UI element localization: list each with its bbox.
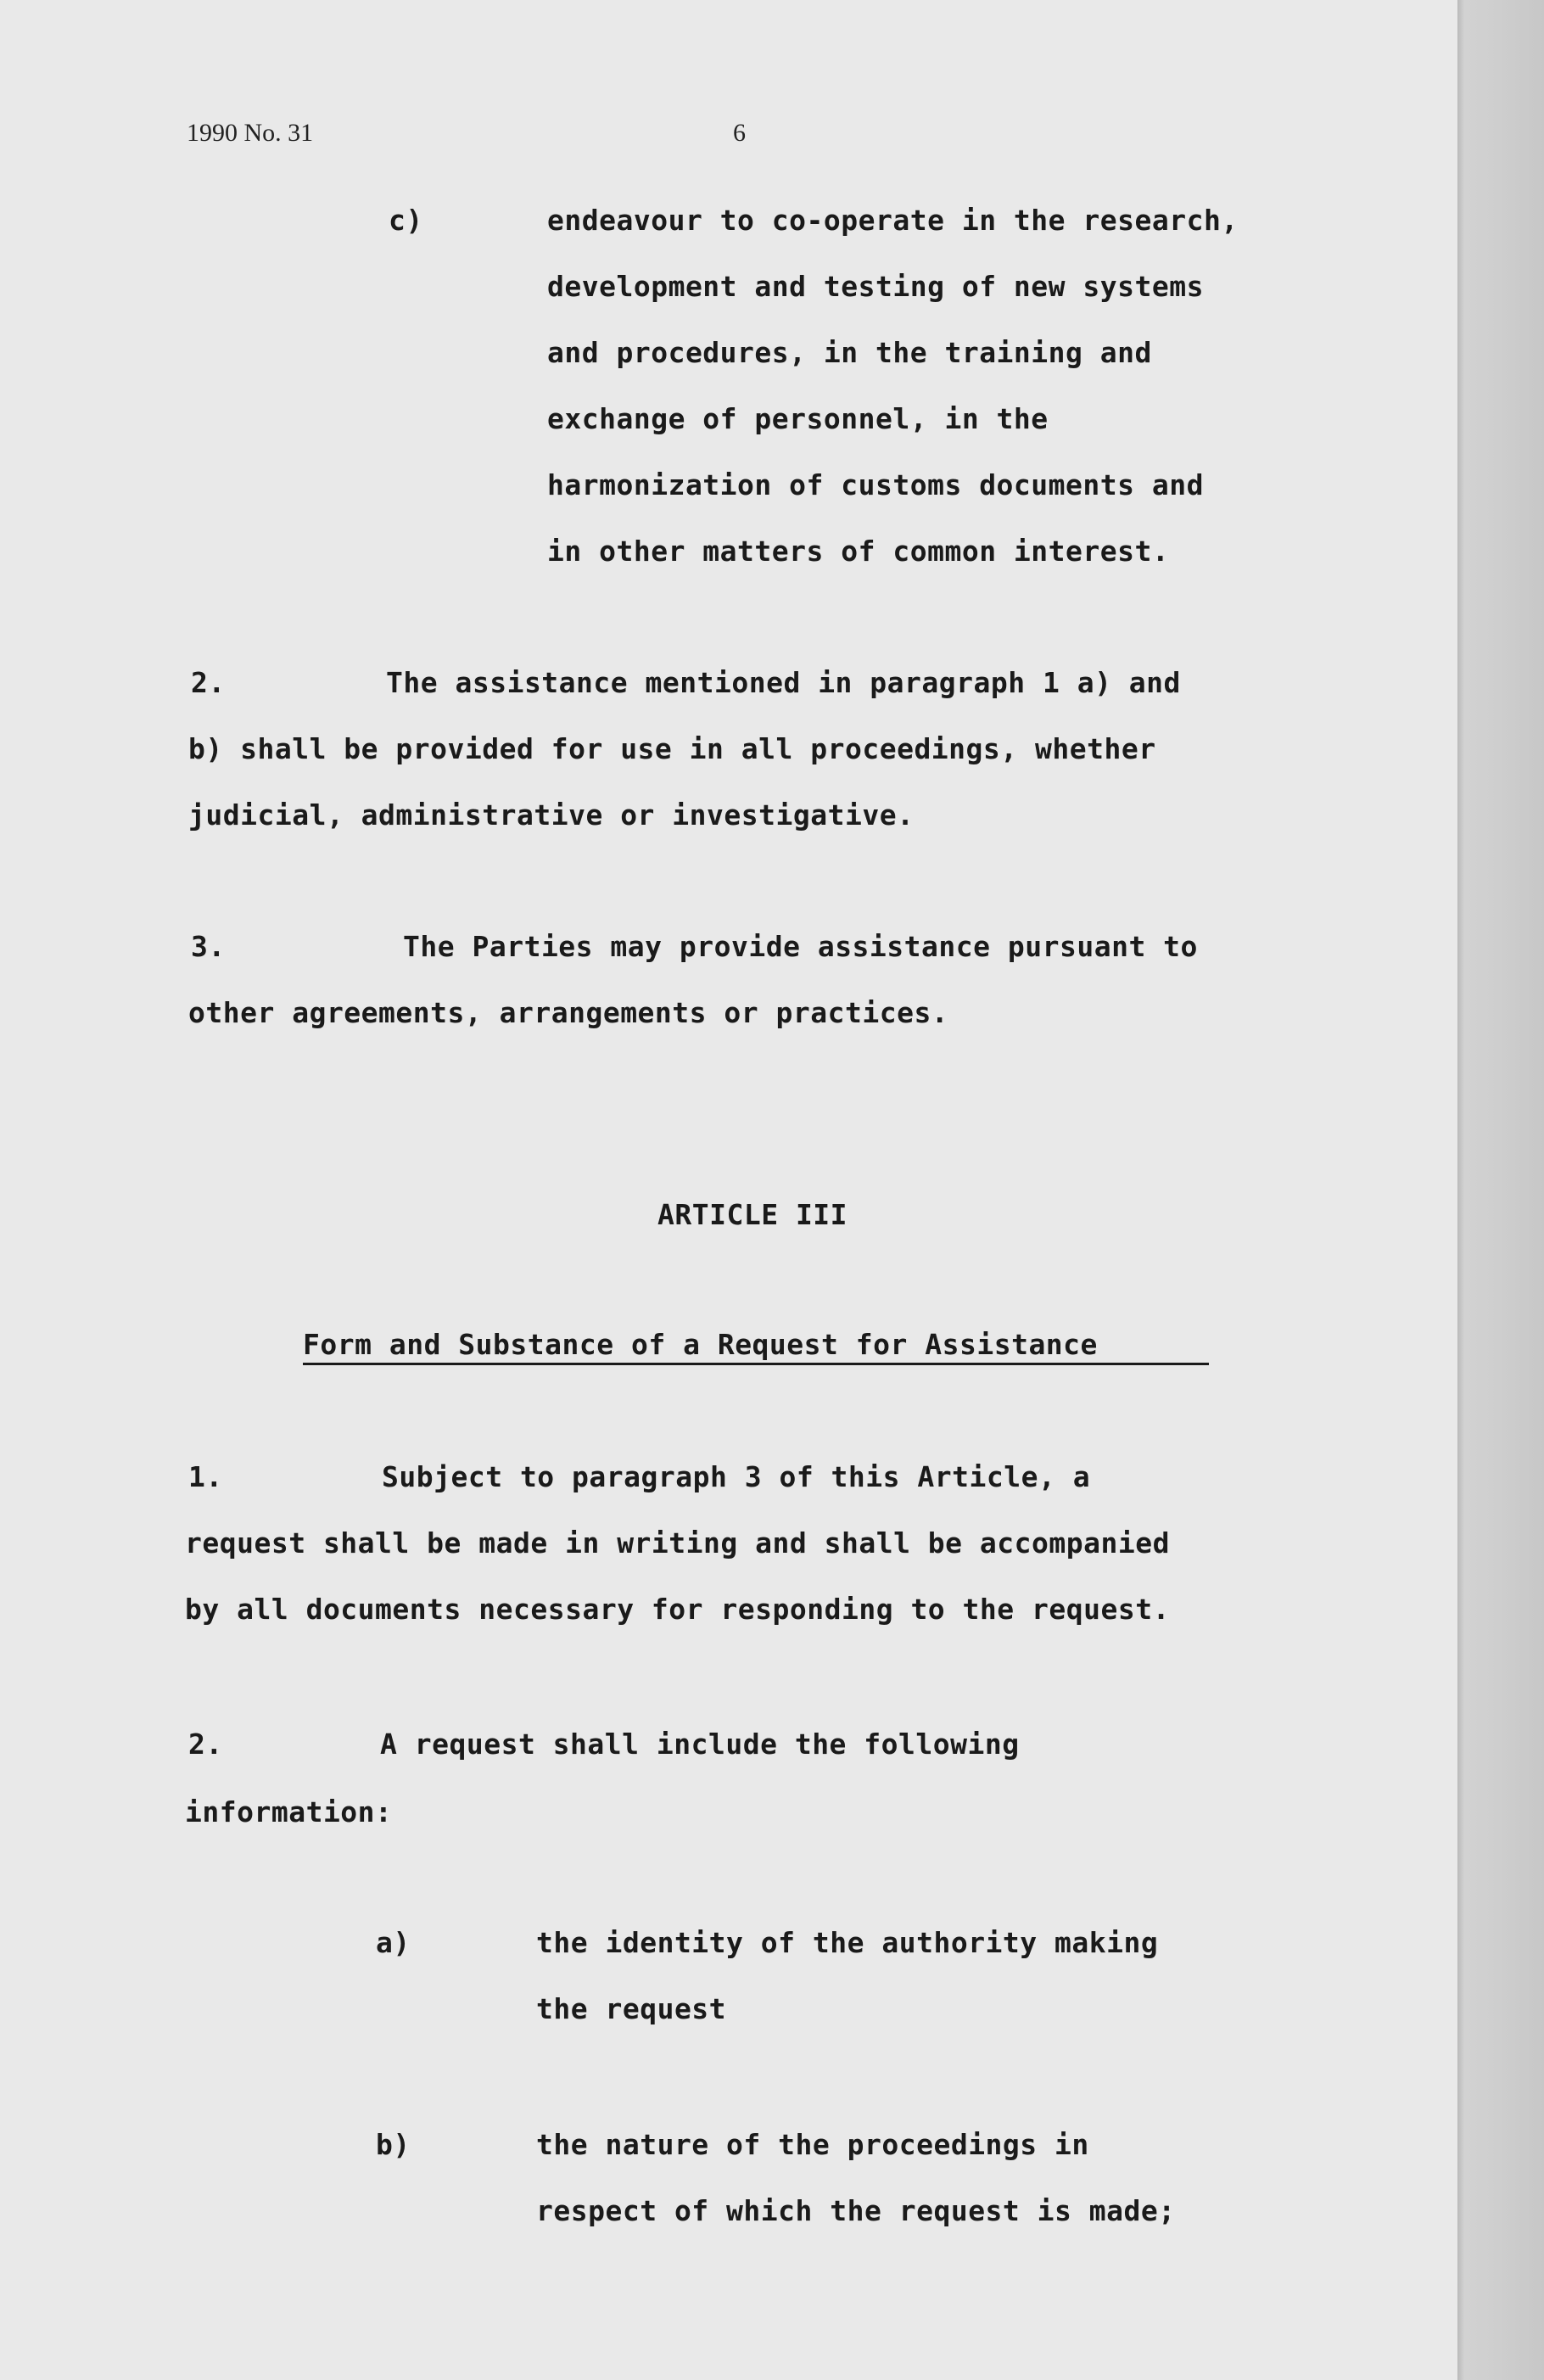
paragraph-number: 2. xyxy=(191,666,226,699)
article-subtitle: Form and Substance of a Request for Assistance xyxy=(303,1328,1098,1361)
text-line: the nature of the proceedings in xyxy=(536,2128,1089,2161)
text-line: A request shall include the following xyxy=(380,1728,1020,1761)
paragraph-number: 2. xyxy=(188,1728,223,1761)
text-line: information: xyxy=(185,1795,393,1828)
article-title: ARTICLE III xyxy=(657,1198,848,1231)
text-line: b) shall be provided for use in all proceedings, whether xyxy=(188,732,1156,765)
text-line: The Parties may provide assistance pursuant to xyxy=(403,930,1198,963)
text-line: other agreements, arrangements or practices. xyxy=(188,996,949,1029)
text-line: The assistance mentioned in paragraph 1 a) and xyxy=(386,666,1181,699)
text-line: respect of which the request is made; xyxy=(536,2194,1176,2227)
page-edge-shadow xyxy=(1457,0,1544,2380)
subtitle-underline xyxy=(303,1363,1209,1365)
page-number: 6 xyxy=(733,119,746,147)
paragraph-number: 1. xyxy=(188,1460,223,1493)
text-line: the identity of the authority making xyxy=(536,1926,1159,1959)
text-line: Subject to paragraph 3 of this Article, a xyxy=(382,1460,1091,1493)
list-marker: b) xyxy=(376,2128,411,2161)
list-marker: a) xyxy=(376,1926,411,1959)
text-line: development and testing of new systems xyxy=(547,270,1204,303)
list-marker: c) xyxy=(389,204,423,237)
paragraph-number: 3. xyxy=(191,930,226,963)
text-line: by all documents necessary for responding to the request. xyxy=(185,1593,1170,1626)
text-line: the request xyxy=(536,1992,727,2025)
text-line: endeavour to co-operate in the research, xyxy=(547,204,1239,237)
text-line: and procedures, in the training and xyxy=(547,336,1152,369)
text-line: request shall be made in writing and shall be accompanied xyxy=(185,1526,1170,1560)
document-reference: 1990 No. 31 xyxy=(187,119,314,147)
text-line: in other matters of common interest. xyxy=(547,535,1170,568)
text-line: harmonization of customs documents and xyxy=(547,468,1204,501)
text-line: judicial, administrative or investigative. xyxy=(188,798,915,832)
text-line: exchange of personnel, in the xyxy=(547,402,1049,435)
